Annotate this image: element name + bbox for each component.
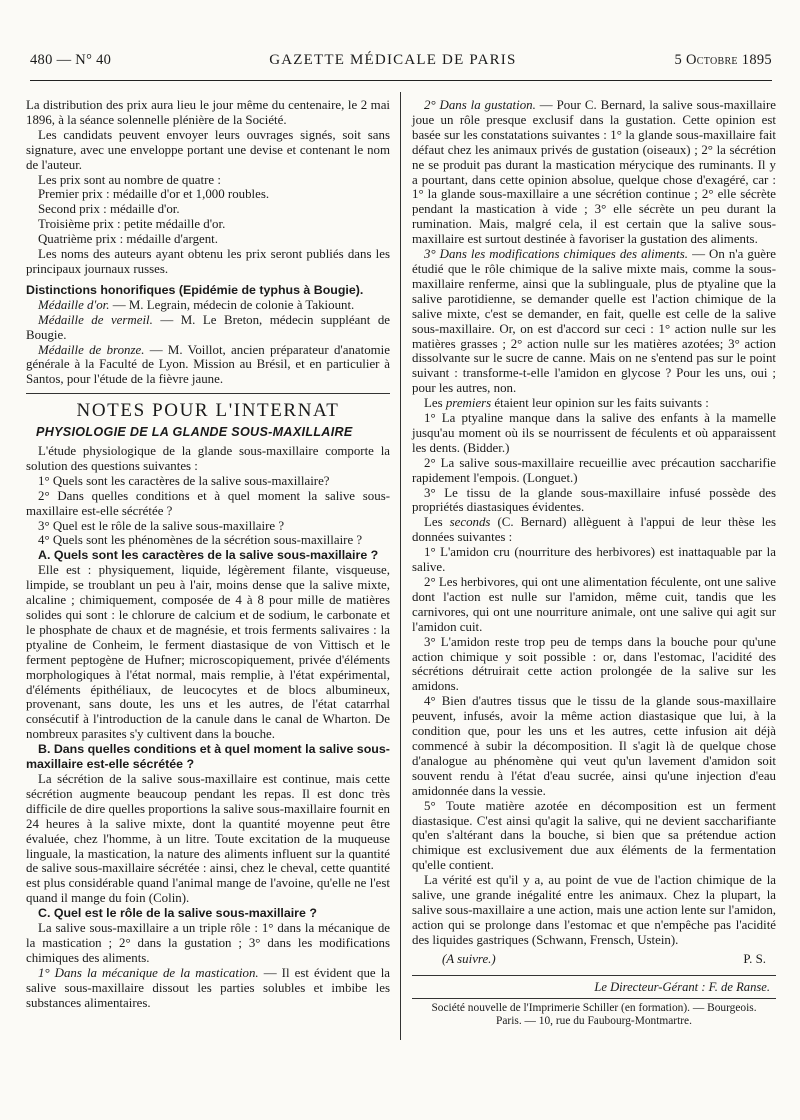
header-rule (30, 80, 772, 81)
issue-date: 5 Octobre 1895 (674, 52, 772, 68)
page-number: 480 — N° 40 (30, 52, 112, 68)
author-initials: P. S. (743, 951, 766, 966)
seconds-item: 1° L'amidon cru (nourriture des herbivores) est inattaquable par la salive. (412, 545, 776, 575)
section-c1-text: 1° Dans la mécanique de la mastication. — Il est évident que la salive sous-maxillaire dissout les parties solubles et imbibe les substances alimentaires. (26, 965, 390, 1010)
seconds-intro: Les seconds (C. Bernard) allèguent à l'appui de leur thèse les données suivantes : (412, 515, 776, 545)
distinction-item: Médaille de vermeil. — M. Le Breton, médecin suppléant de Bougie. (26, 312, 390, 342)
seconds-item: 4° Bien d'autres tissus que le tissu de la glande sous-maxillaire peuvent, infusés, avoir la même action diastasique que lui, à la condition que, pour les uns et les autres, cette infusion ait déjà commencé à subir la décomposition. Il s'agit là de quelque chose d'analogue au phénomène qui veut qu'un lavement d'amidon soit souvent rendu à l'état d'eau sucrée, ainsi qu'une injection d'eau amidonnée dans la vessie. (412, 694, 776, 798)
intro-paragraph: L'étude physiologique de la glande sous-maxillaire comporte la solution des questions suivantes : (26, 444, 390, 473)
seconds-item: 2° Les herbivores, qui ont une alimentation féculente, ont une salive dont l'action est nulle sur l'amidon, même cuit, tandis que les carnivores, qui ont une nourriture animale, ont une salive qui agit sur l'amidon cuit. (412, 575, 776, 634)
prize-item: Premier prix : médaille d'or et 1,000 roubles. (38, 187, 270, 202)
prize-paragraph: Les prix sont au nombre de quatre : (38, 172, 221, 187)
distinction-item: Médaille d'or. — M. Legrain, médecin de colonie à Takiount. (38, 297, 355, 312)
footer-rule (412, 975, 776, 976)
imprint-line: Paris. — 10, rue du Faubourg-Montmartre. (496, 1015, 692, 1028)
prize-announcement (26, 98, 390, 277)
distinctions-heading: Distinctions honorifiques (Epidémie de typhus à Bougie). (26, 282, 364, 297)
section-c-heading: C. Quel est le rôle de la salive sous-maxillaire ? (38, 906, 317, 921)
question-item: 2° Dans quelles conditions et à quel moment la salive sous-maxillaire est-elle sécrétée ? (26, 488, 390, 518)
seconds-item: 3° L'amidon reste trop peu de temps dans la bouche pour qu'une action chimique y soit possible : or, dans l'estomac, l'acidité des sécrétions détruirait cette action prolongée de la salive sur les amidons. (412, 634, 776, 694)
premiers-item: 1° La ptyaline manque dans la salive des enfants à la mamelle jusqu'au moment où ils se nourrissent de féculents et où apparaissent les dents. (Bidder.) (412, 411, 776, 455)
premiers-item: 2° La salive sous-maxillaire recueillie avec précaution saccharifie rapidement l'empois. (Longuet.) (412, 455, 776, 485)
section-a-heading: A. Quels sont les caractères de la salive sous-maxillaire ? (38, 548, 379, 563)
to-be-continued: (A suivre.) (442, 951, 496, 966)
conclusion-paragraph: La vérité est qu'il y a, au point de vue de l'action chimique de la salive, une grande inégalité entre les animaux. Chez la plupart, la salive sous-maxillaire a une action, mais une action lente sur l'amidon, action qui se prolonge dans l'estomac et que n'empêche pas l'acidité des liquides gastriques (Schwann, Frensch, Ustein). (412, 873, 776, 947)
premiers-item: 3° Le tissu de la glande sous-maxillaire infusé possède des propriétés diastasiques évidentes. (412, 485, 776, 515)
seconds-item: 5° Toute matière azotée en décomposition est un ferment diastasique. C'est ainsi qu'agit la salive, qui ne devient saccharifiante qu'en s'altérant dans la bouche, si bien que sa prétendue action chimique est exclusivement due aux éléments de la fermentation qu'elle contient. (412, 798, 776, 873)
chemical-paragraph: 3° Dans les modifications chimiques des aliments. — On n'a guère étudié que le rôle chimique de la salive mixte mais, comme la sous-maxillaire renferme, ainsi que la sublinguale, plus de ptyaline que la salive parotidienne, se demander quelle est l'action chimique de la salive mixte, c'est se demander, en fait, quelle est celle de la salive sous-maxillaire. Or, on est d'accord sur ceci : 1° action nulle sur les matières grasses ; 2° action nulle sur les matières azotées; 3° action dissolvante sur le sucre de canne. Mais on ne s'entend pas sur le point suivant : transforme-t-elle l'amidon en glycose ? Pour les uns, oui ; pour les autres, non. (412, 247, 776, 396)
footer-rule (412, 998, 776, 999)
section-a-text: Elle est : physiquement, liquide, légèrement filante, visqueuse, limpide, se troublant un peu à l'air, moins dense que la salive mixte, alcaline ; chimiquement, composée de 4 à 8 pour mille de matières solides qui sont : le chlorure de calcium et de sodium, le carbonate et le phosphate de chaux et de magnésie, et trois ferments salivaires : la ptyaline de Conheim, le ferment diastasique de von Vittisch et le ferment peptogène de Hufner; microscopiquement, privée d'éléments morphologiques à l'état normal, mais remplie, à l'état expérimental, d'éléments épithéliaux, de leucocytes et de blocs albumineux, provenant, sans doute, les uns et les autres, de l'état catarrhal consécutif à l'introduction de la canule dans le canal de Wharton. De nombreux parasites s'y cultivent dans la bouche. (26, 563, 390, 742)
section-b-heading: B. Dans quelles conditions et à quel moment la salive sous-maxillaire est-elle sécrétée ? (26, 742, 390, 772)
column-divider (400, 92, 401, 1040)
question-item: 3° Quel est le rôle de la salive sous-maxillaire ? (38, 518, 285, 533)
imprint-line: Société nouvelle de l'Imprimerie Schiller (en formation). — Bourgeois. (431, 1002, 757, 1015)
page-header (30, 52, 772, 76)
article-signature (412, 952, 776, 967)
prize-paragraph: Les noms des auteurs ayant obtenu les prix seront publiés dans les principaux journaux russes. (26, 247, 390, 276)
section-b-text: La sécrétion de la salive sous-maxillaire est continue, mais cette sécrétion augmente beaucoup pendant les repas. Il est donc très difficile de dire quelles proportions la salive sous-maxillaire fournit en 24 heures à la salive mixte, dont la quantité moyenne peut être évaluée, chez l'homme, à un litre. Toute excitation de la muqueuse linguale, la mastication, la nature des aliments influent sur la quantité de salive sous-maxillaire sécrétée : ainsi, chez le cheval, cette quantité est plus considérable quand l'animal mange de l'avoine, qu'elle ne l'est quand il mange du foin (Colin). (26, 771, 390, 906)
left-column (26, 98, 390, 1010)
question-item: 1° Quels sont les caractères de la salive sous-maxillaire? (38, 473, 330, 488)
section-rule (26, 393, 390, 394)
premiers-intro: Les premiers étaient leur opinion sur les faits suivants : (424, 396, 709, 411)
prize-item: Troisième prix : petite médaille d'or. (38, 217, 226, 232)
prize-paragraph: La distribution des prix aura lieu le jour même du centenaire, le 2 mai 1896, à la séance solennelle plénière de la Société. (26, 98, 390, 127)
distinction-item: Médaille de bronze. — M. Voillot, ancien préparateur d'anatomie générale à la Faculté de Lyon. Mission au Brésil, et en particulier à Santos, pour l'étude de la fièvre jaune. (26, 342, 390, 387)
section-c-text: La salive sous-maxillaire a un triple rôle : 1° dans la mécanique de la mastication ; 2° dans la gustation ; 3° dans les modifications chimiques des aliments. (26, 921, 390, 965)
gustation-paragraph: 2° Dans la gustation. — Pour C. Bernard, la salive sous-maxillaire joue un rôle presque exclusif dans la gustation. Cette opinion est basée sur les constatations suivantes : 1° la glande sous-maxillaire fait défaut chez les animaux privés de gustation (oiseaux) ; 2° la sécrétion ne se produit pas durant la mastication mérycique des ruminants. Il y a pourtant, dans cette opinion absolue, quelque chose d'exagéré, car : 1° la glande sous-maxillaire a une sécrétion continue ; 2° elle sécrète pendant la mastication à vide ; 3° elle sécrète un peu durant la rumination. Mais, malgré cela, il est certain que la salive sous-maxillaire est surtout destinée à favoriser la gustation des aliments. (412, 98, 776, 247)
director-credit: Le Directeur-Gérant : F. de Ranse. (594, 979, 770, 994)
prize-item: Second prix : médaille d'or. (38, 202, 180, 217)
journal-title: GAZETTE MÉDICALE DE PARIS (269, 52, 517, 68)
prize-item: Quatrième prix : médaille d'argent. (38, 232, 218, 247)
notes-title: NOTES POUR L'INTERNAT (76, 400, 340, 422)
physiology-title: PHYSIOLOGIE DE LA GLANDE SOUS-MAXILLAIRE (36, 425, 353, 440)
question-item: 4° Quels sont les phénomènes de la sécrétion sous-maxillaire ? (38, 533, 363, 548)
right-column (412, 98, 776, 1028)
prize-paragraph: Les candidats peuvent envoyer leurs ouvrages signés, soit sans signature, avec une enveloppe portant une devise et contenant le nom de l'auteur. (26, 127, 390, 172)
